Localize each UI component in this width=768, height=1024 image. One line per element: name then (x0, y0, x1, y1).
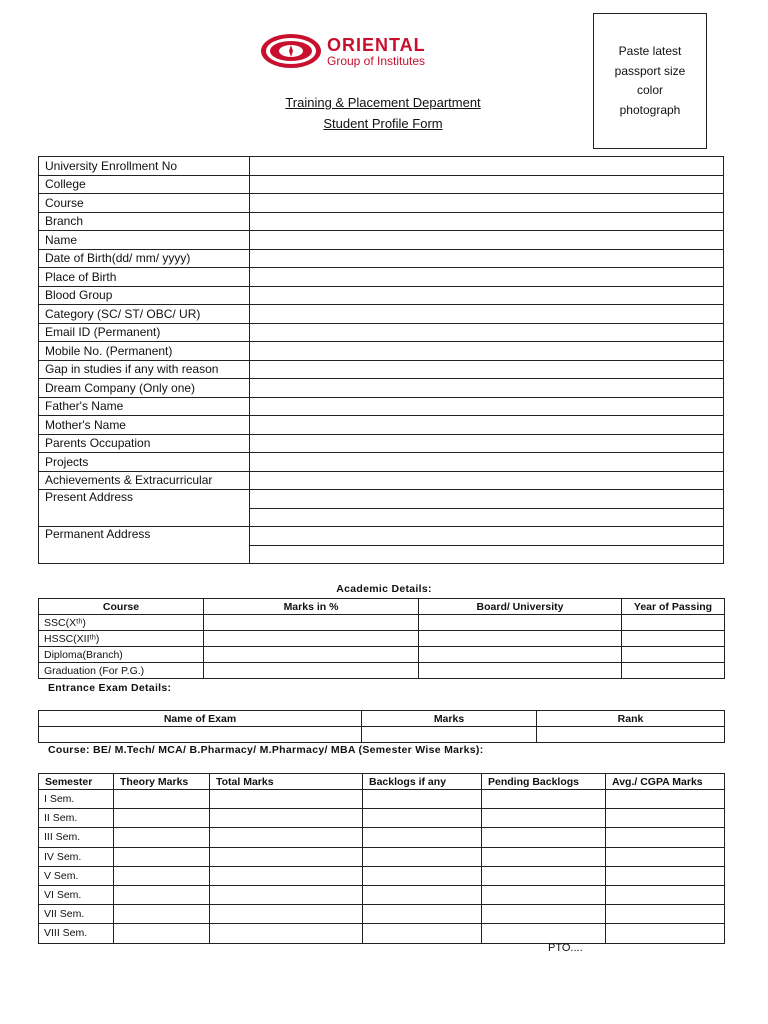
total-marks-cell[interactable] (210, 885, 363, 904)
academic-details-title: Academic Details: (336, 583, 432, 595)
academic-course-label: SSC(Xᵗʰ) (39, 615, 204, 631)
board-cell[interactable] (419, 647, 622, 663)
semester-label: I Sem. (39, 790, 114, 809)
table-row (39, 471, 724, 490)
field-input[interactable] (250, 379, 724, 398)
total-marks-cell[interactable] (210, 828, 363, 847)
table-row (39, 847, 725, 866)
cgpa-cell[interactable] (606, 885, 725, 904)
field-label: Blood Group (39, 286, 250, 305)
field-input[interactable] (250, 194, 724, 213)
exam-rank-cell[interactable] (537, 727, 725, 743)
board-cell[interactable] (419, 615, 622, 631)
theory-marks-cell[interactable] (114, 790, 210, 809)
pending-backlogs-cell[interactable] (482, 809, 606, 828)
year-cell[interactable] (622, 631, 725, 647)
cgpa-cell[interactable] (606, 866, 725, 885)
table-row (39, 305, 724, 324)
table-row (39, 268, 724, 287)
academic-header: Marks in % (204, 599, 419, 615)
semester-header: Semester (39, 774, 114, 790)
address-input-line-1[interactable] (250, 490, 724, 509)
semester-header: Avg./ CGPA Marks (606, 774, 725, 790)
academic-course-label: Diploma(Branch) (39, 647, 204, 663)
address-label: Permanent Address (39, 527, 250, 564)
exam-name-cell[interactable] (39, 727, 362, 743)
academic-header: Board/ University (419, 599, 622, 615)
table-row (39, 212, 724, 231)
table-row (39, 249, 724, 268)
field-input[interactable] (250, 249, 724, 268)
field-label: Category (SC/ ST/ OBC/ UR) (39, 305, 250, 324)
table-row (39, 175, 724, 194)
semester-header: Theory Marks (114, 774, 210, 790)
logo-subtitle: Group of Institutes (327, 54, 426, 68)
field-input[interactable] (250, 231, 724, 250)
department-title: Training & Placement Department (285, 95, 481, 110)
table-row (39, 434, 724, 453)
table-row (39, 490, 724, 509)
field-label: Achievements & Extracurricular (39, 471, 250, 490)
table-row (39, 885, 725, 904)
field-input[interactable] (250, 453, 724, 472)
total-marks-cell[interactable] (210, 790, 363, 809)
pending-backlogs-cell[interactable] (482, 924, 606, 943)
theory-marks-cell[interactable] (114, 847, 210, 866)
semester-label: II Sem. (39, 809, 114, 828)
entrance-header: Name of Exam (39, 711, 362, 727)
semester-header: Backlogs if any (363, 774, 482, 790)
academic-table (38, 598, 725, 679)
table-row (39, 828, 725, 847)
field-label: Projects (39, 453, 250, 472)
total-marks-cell[interactable] (210, 905, 363, 924)
academic-course-label: Graduation (For P.G.) (39, 663, 204, 679)
table-row (39, 231, 724, 250)
semester-label: V Sem. (39, 866, 114, 885)
table-row (39, 379, 724, 398)
board-cell[interactable] (419, 631, 622, 647)
field-input[interactable] (250, 323, 724, 342)
entrance-table (38, 710, 725, 743)
table-row (39, 323, 724, 342)
semester-label: VI Sem. (39, 885, 114, 904)
pending-backlogs-cell[interactable] (482, 866, 606, 885)
table-row (39, 397, 724, 416)
field-label: Name (39, 231, 250, 250)
photo-placeholder (593, 13, 707, 149)
field-input[interactable] (250, 360, 724, 379)
table-row (39, 194, 724, 213)
field-input[interactable] (250, 434, 724, 453)
field-input[interactable] (250, 416, 724, 435)
field-input[interactable] (250, 471, 724, 490)
academic-header: Year of Passing (622, 599, 725, 615)
field-input[interactable] (250, 305, 724, 324)
semester-header: Pending Backlogs (482, 774, 606, 790)
semester-header: Total Marks (210, 774, 363, 790)
cgpa-cell[interactable] (606, 924, 725, 943)
backlogs-cell[interactable] (363, 924, 482, 943)
backlogs-cell[interactable] (363, 905, 482, 924)
field-input[interactable] (250, 212, 724, 231)
table-row (39, 905, 725, 924)
pending-backlogs-cell[interactable] (482, 885, 606, 904)
field-input[interactable] (250, 157, 724, 176)
backlogs-cell[interactable] (363, 790, 482, 809)
cgpa-cell[interactable] (606, 847, 725, 866)
table-row (39, 647, 725, 663)
year-cell[interactable] (622, 647, 725, 663)
table-row (39, 527, 724, 546)
table-row (39, 663, 725, 679)
semester-label: III Sem. (39, 828, 114, 847)
address-input-line-2[interactable] (250, 508, 724, 527)
marks-cell[interactable] (204, 663, 419, 679)
semester-marks-title: Course: BE/ M.Tech/ MCA/ B.Pharmacy/ M.Pharmacy/ MBA (Semester Wise Marks): (48, 744, 484, 756)
cgpa-cell[interactable] (606, 809, 725, 828)
backlogs-cell[interactable] (363, 885, 482, 904)
semester-label: VIII Sem. (39, 924, 114, 943)
table-row (39, 809, 725, 828)
field-input[interactable] (250, 342, 724, 361)
table-row (39, 631, 725, 647)
backlogs-cell[interactable] (363, 866, 482, 885)
semester-label: IV Sem. (39, 847, 114, 866)
table-row (39, 924, 725, 943)
field-input[interactable] (250, 397, 724, 416)
table-row (39, 866, 725, 885)
exam-marks-cell[interactable] (362, 727, 537, 743)
total-marks-cell[interactable] (210, 866, 363, 885)
field-label: Mobile No. (Permanent) (39, 342, 250, 361)
field-label: Mother's Name (39, 416, 250, 435)
table-row (39, 360, 724, 379)
photo-note: Paste latest passport size color photograph (614, 44, 686, 117)
table-row (39, 416, 724, 435)
profile-table (38, 156, 724, 564)
address-input-line-2[interactable] (250, 545, 724, 564)
theory-marks-cell[interactable] (114, 866, 210, 885)
semester-table (38, 773, 725, 944)
cgpa-cell[interactable] (606, 790, 725, 809)
field-label: Gap in studies if any with reason (39, 360, 250, 379)
theory-marks-cell[interactable] (114, 828, 210, 847)
table-row (39, 727, 725, 743)
marks-cell[interactable] (204, 631, 419, 647)
theory-marks-cell[interactable] (114, 924, 210, 943)
field-label: Father's Name (39, 397, 250, 416)
cgpa-cell[interactable] (606, 828, 725, 847)
logo-name: ORIENTAL (327, 35, 426, 55)
table-row (39, 286, 724, 305)
field-input[interactable] (250, 268, 724, 287)
backlogs-cell[interactable] (363, 809, 482, 828)
entrance-header: Rank (537, 711, 725, 727)
board-cell[interactable] (419, 663, 622, 679)
entrance-header: Marks (362, 711, 537, 727)
field-label: Course (39, 194, 250, 213)
table-row (39, 615, 725, 631)
backlogs-cell[interactable] (363, 847, 482, 866)
pto-note: PTO.... (548, 942, 583, 954)
total-marks-cell[interactable] (210, 809, 363, 828)
field-input[interactable] (250, 175, 724, 194)
semester-label: VII Sem. (39, 905, 114, 924)
field-label: Place of Birth (39, 268, 250, 287)
marks-cell[interactable] (204, 615, 419, 631)
academic-course-label: HSSC(XIIᵗʰ) (39, 631, 204, 647)
field-label: Dream Company (Only one) (39, 379, 250, 398)
field-label: Parents Occupation (39, 434, 250, 453)
field-label: Email ID (Permanent) (39, 323, 250, 342)
theory-marks-cell[interactable] (114, 809, 210, 828)
address-input-line-1[interactable] (250, 527, 724, 546)
institute-seal-icon (260, 33, 322, 69)
form-title: Student Profile Form (323, 116, 443, 131)
backlogs-cell[interactable] (363, 828, 482, 847)
table-row (39, 342, 724, 361)
marks-cell[interactable] (204, 647, 419, 663)
cgpa-cell[interactable] (606, 905, 725, 924)
academic-header: Course (39, 599, 204, 615)
total-marks-cell[interactable] (210, 924, 363, 943)
address-label: Present Address (39, 490, 250, 527)
year-cell[interactable] (622, 663, 725, 679)
entrance-exam-title: Entrance Exam Details: (48, 682, 172, 694)
theory-marks-cell[interactable] (114, 905, 210, 924)
table-row (39, 157, 724, 176)
table-row (39, 453, 724, 472)
field-label: Branch (39, 212, 250, 231)
field-label: College (39, 175, 250, 194)
field-label: University Enrollment No (39, 157, 250, 176)
pending-backlogs-cell[interactable] (482, 847, 606, 866)
institute-logo (260, 33, 470, 73)
pending-backlogs-cell[interactable] (482, 828, 606, 847)
pending-backlogs-cell[interactable] (482, 905, 606, 924)
theory-marks-cell[interactable] (114, 885, 210, 904)
field-label: Date of Birth(dd/ mm/ yyyy) (39, 249, 250, 268)
total-marks-cell[interactable] (210, 847, 363, 866)
year-cell[interactable] (622, 615, 725, 631)
pending-backlogs-cell[interactable] (482, 790, 606, 809)
field-input[interactable] (250, 286, 724, 305)
table-row (39, 790, 725, 809)
